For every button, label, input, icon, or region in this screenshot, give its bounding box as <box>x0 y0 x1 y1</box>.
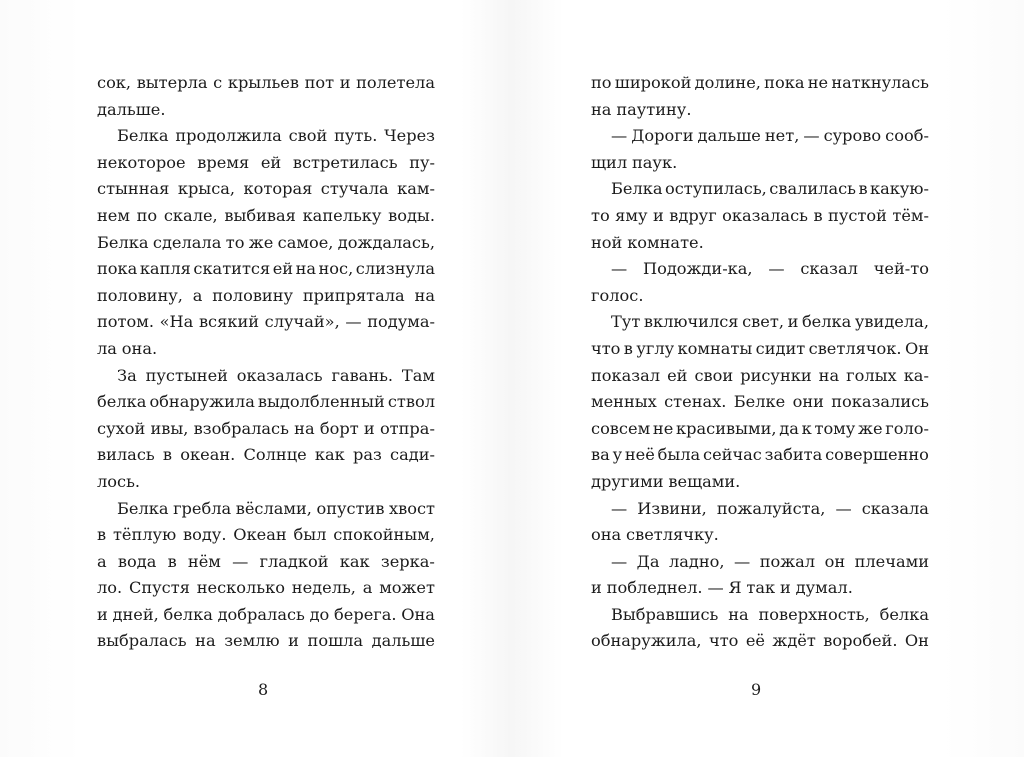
text-line: — Извини, пожалуйста, — сказала <box>611 498 929 518</box>
text-line: сухой ивы, взобралась на борт и отпра- <box>97 418 435 438</box>
text-line: Тут включился свет, и белка увидела, <box>611 312 929 332</box>
text-line: то яму и вдруг оказалась в пустой тём- <box>591 205 929 225</box>
text-line: обнаружила, что её ждёт воробей. Он <box>591 631 929 651</box>
text-line: ва у неё была сейчас забита совершенно <box>591 445 929 465</box>
text-line: что в углу комнаты сидит светлячок. Он <box>591 338 929 358</box>
page-number-left: 8 <box>258 680 269 699</box>
text-line: в тёплую воду. Океан был спокойным, <box>97 525 435 545</box>
text-line: выбралась на землю и пошла дальше <box>97 631 435 651</box>
text-line: сок, вытерла с крыльев пот и полетела <box>97 73 435 92</box>
text-line: пока капля скатится ей на нос, слизнула <box>97 259 435 279</box>
text-line: щил паук. <box>591 152 678 172</box>
text-line: потом. «На всякий случай», — подума- <box>97 312 435 332</box>
text-line: Белка оступилась, свалилась в какую- <box>611 179 929 199</box>
text-line: — Подожди-ка, — сказал чей-то <box>611 259 929 279</box>
left-page-text <box>97 70 435 655</box>
text-line: и дней, белка добралась до берега. Она <box>97 604 435 624</box>
text-line: нем по скале, выбивая капельку воды. <box>97 205 435 225</box>
text-line: Белка гребла вёслами, опустив хвост <box>117 498 435 518</box>
text-line: ной комнате. <box>591 232 704 252</box>
text-line: некоторое время ей встретилась пу- <box>97 152 435 172</box>
text-line: ла она. <box>97 338 158 358</box>
text-line: — Да ладно, — пожал он плечами <box>611 551 929 571</box>
text-line: половину, а половину припрятала на <box>97 285 435 305</box>
text-line: Белка продолжила свой путь. Через <box>117 126 435 146</box>
text-line: менных стенах. Белке они показались <box>591 392 929 412</box>
text-line: Выбравшись на поверхность, белка <box>611 604 929 624</box>
text-line: на паутину. <box>591 99 692 119</box>
text-line: За пустыней оказалась гавань. Там <box>117 365 435 385</box>
text-line: а вода в нём — гладкой как зерка- <box>97 551 435 571</box>
text-line: другими вещами. <box>591 471 741 491</box>
text-line: совсем не красивыми, да к тому же голо- <box>591 418 929 438</box>
text-line: по широкой долине, пока не наткнулась <box>591 73 929 92</box>
text-line: и побледнел. — Я так и думал. <box>591 578 853 598</box>
text-line: голос. <box>591 285 644 305</box>
text-line: показал ей свои рисунки на голых ка- <box>591 365 929 385</box>
text-line: дальше. <box>97 99 166 119</box>
text-line: белка обнаружила выдолбленный ствол <box>97 392 435 412</box>
text-line: — Дороги дальше нет, — сурово сооб- <box>611 126 929 146</box>
text-line: ло. Спустя несколько недель, а может <box>97 578 435 598</box>
page-number-right: 9 <box>751 680 762 699</box>
text-line: вилась в океан. Солнце как раз сади- <box>97 445 435 465</box>
text-line: стынная крыса, которая стучала кам- <box>97 179 435 199</box>
text-line: лось. <box>97 471 141 491</box>
right-page-text <box>591 70 929 655</box>
text-line: Белка сделала то же самое, дождалась, <box>97 232 435 252</box>
text-line: она светлячку. <box>591 525 719 545</box>
